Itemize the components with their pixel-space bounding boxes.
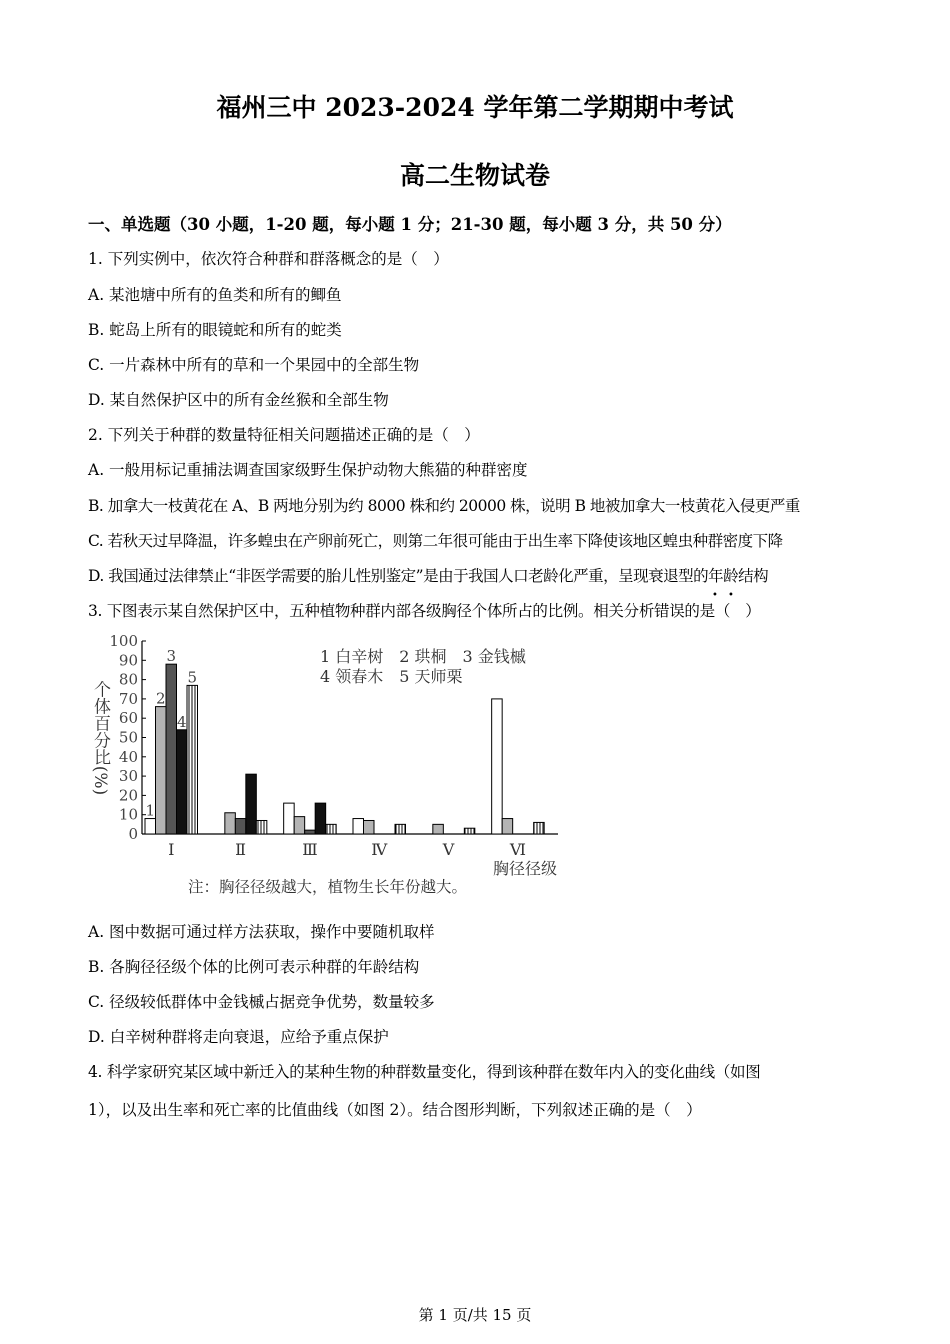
q1-option-b: B. 蛇岛上所有的眼镜蛇和所有的蛇类 <box>88 321 342 339</box>
y-axis-label: 个体百分比(%) <box>90 680 110 796</box>
bar <box>187 685 198 834</box>
y-tick-label: 60 <box>118 709 138 728</box>
bar <box>166 664 177 834</box>
series-marker-label: 2 <box>155 689 166 708</box>
q1-option-d: D. 某自然保护区中的所有金丝猴和全部生物 <box>88 391 389 409</box>
bar <box>433 824 444 834</box>
legend-entry: 4 领春木 5 天师栗 <box>320 667 463 686</box>
q1-option-c: C. 一片森林中所有的草和一个果园中的全部生物 <box>88 356 420 374</box>
series-marker-label: 4 <box>176 712 187 731</box>
q2-stem: 2. 下列关于种群的数量特征相关问题描述正确的是（ ） <box>88 426 480 444</box>
emphasis-dot: • <box>712 590 718 601</box>
q1-option-a: A. 某池塘中所有的鱼类和所有的鲫鱼 <box>88 286 342 304</box>
section-heading: 一、单选题（30 小题，1-20 题，每小题 1 分；21-30 题，每小题 3 分，共 50 分） <box>88 215 732 234</box>
bar <box>177 730 188 834</box>
x-tick-label: Ⅱ <box>235 840 247 859</box>
diameter-class-bar-chart <box>80 628 580 898</box>
q3-option-b: B. 各胸径径级个体的比例可表示种群的年龄结构 <box>88 958 420 976</box>
bar <box>326 824 337 834</box>
x-axis-label: 胸径径级 <box>492 859 558 878</box>
exam-subtitle: 高二生物试卷 <box>399 161 550 190</box>
q4-stem-line2: 1），以及出生率和死亡率的比值曲线（如图 2）。结合图形判断，下列叙述正确的是（ ） <box>88 1101 702 1119</box>
x-tick-label: Ⅳ <box>371 840 388 859</box>
bar <box>492 699 503 834</box>
bar <box>156 707 167 834</box>
y-tick-label: 10 <box>118 805 138 824</box>
q2-option-a: A. 一般用标记重捕法调查国家级野生保护动物大熊猫的种群密度 <box>88 461 528 479</box>
bar <box>235 819 246 834</box>
bar <box>145 819 156 834</box>
x-tick-label: Ⅵ <box>509 840 526 859</box>
x-tick-label: Ⅰ <box>168 840 175 859</box>
bar <box>464 828 475 834</box>
q2-option-b: B. 加拿大一枝黄花在 A、B 两地分别为约 8000 株和约 20000 株，说明 B 地被加拿大一枝黄花入侵更严重 <box>88 497 800 515</box>
bar <box>534 822 545 834</box>
q3-option-a: A. 图中数据可通过样方法获取，操作中要随机取样 <box>88 923 435 941</box>
y-tick-label: 30 <box>118 767 138 786</box>
bar <box>246 774 256 834</box>
q2-option-d: D. 我国通过法律禁止“非医学需要的胎儿性别鉴定”是由于我国人口老龄化严重，呈现衰退型的年龄结构 <box>88 567 769 585</box>
x-tick-label: Ⅲ <box>302 840 318 859</box>
q2-option-c: C. 若秋天过早降温，许多蝗虫在产卵前死亡，则第二年很可能由于出生率下降使该地区蝗虫种群密度下降 <box>88 532 783 550</box>
bar <box>502 819 512 834</box>
series-marker-label: 5 <box>187 668 198 687</box>
bar <box>395 824 406 834</box>
q1-stem: 1. 下列实例中，依次符合种群和群落概念的是（ ） <box>88 250 449 268</box>
y-tick-label: 40 <box>118 747 138 766</box>
bar <box>225 813 236 834</box>
x-tick-label: Ⅴ <box>442 840 455 859</box>
y-tick-label: 80 <box>118 670 138 689</box>
y-tick-label: 50 <box>118 728 138 747</box>
bar <box>353 819 364 834</box>
q3-option-c: C. 径级较低群体中金钱槭占据竞争优势，数量较多 <box>88 993 435 1011</box>
chart-note: 注：胸径径级越大，植物生长年份越大。 <box>188 878 468 896</box>
y-tick-label: 20 <box>118 786 138 805</box>
bar <box>315 803 326 834</box>
series-marker-label: 1 <box>145 801 156 820</box>
bar <box>256 820 267 834</box>
exam-title: 福州三中 2023-2024 学年第二学期期中考试 <box>216 93 734 122</box>
y-tick-label: 0 <box>128 825 138 843</box>
bar <box>294 817 305 834</box>
y-tick-label: 70 <box>118 689 138 708</box>
q4-stem-line1: 4. 科学家研究某区域中新迁入的某种生物的种群数量变化，得到该种群在数年内入的变化曲线（如图 <box>88 1063 761 1081</box>
emphasis-dot: • <box>728 590 734 601</box>
series-marker-label: 3 <box>166 647 177 666</box>
legend-entry: 1 白辛树 2 珙桐 3 金钱槭 <box>320 647 526 666</box>
q3-stem: 3. 下图表示某自然保护区中，五种植物种群内部各级胸径个体所占的比例。相关分析错误的是（ ） <box>88 602 761 620</box>
bar <box>305 830 316 834</box>
bar <box>364 820 375 834</box>
page-footer: 第 1 页/共 15 页 <box>418 1306 532 1324</box>
bar <box>284 803 295 834</box>
y-tick-label: 90 <box>118 651 138 670</box>
y-tick-label: 100 <box>109 632 138 650</box>
q3-option-d: D. 白辛树种群将走向衰退，应给予重点保护 <box>88 1028 389 1046</box>
